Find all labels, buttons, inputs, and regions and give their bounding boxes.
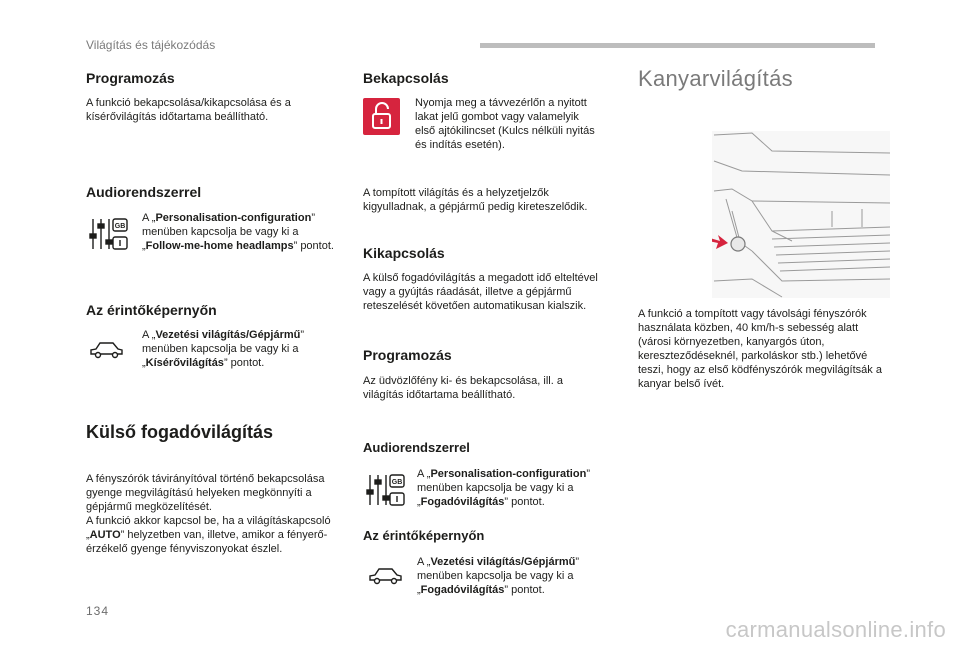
car2-icon	[367, 566, 403, 591]
audio2-badge-text: GB	[391, 479, 403, 486]
audio-heading: Audiorendszerrel	[86, 184, 202, 200]
bekapcsolas-result-text: A tompított világítás és a helyzetjelzők kigyulladnak, a gépjármű pedig kireteszelődik.	[363, 187, 588, 213]
programozas2-text: Az üdvözlőfény ki- és bekapcsolása, ill. a világítás időtartama beállítható.	[363, 375, 563, 401]
audio2-heading: Audiorendszerrel	[363, 440, 470, 455]
front-bumper-illustration	[712, 131, 890, 298]
audio2-settings-icon	[365, 472, 405, 513]
kanyarvilagitas-text: A funkció a tompított vagy távolsági fényszórók használata közben, 40 km/h-s sebesség alatt (városi környezetben, kanyargós úton, kereszteződéseknél, parkoláskor stb.) lehetővé teszi, hogy az első ködfényszórók megvilágítsák a kanyar belső ívét.	[638, 308, 882, 390]
kulso-fogado-text: A fényszórók távirányítóval történő bekapcsolása gyenge megvilágítású helyeken megkönnyíti a gépjármű megközelítését. A funkció akkor kapcsol be, ha a világításkapcsoló „AUTO” helyzetben van, illetve, amikor a fényerő-érzékelő gyenge fényviszonyokat észlel.	[86, 473, 331, 555]
kanyarvilagitas-heading: Kanyarvilágítás	[638, 66, 793, 91]
audio-text: A „Personalisation-configuration” menüben kapcsolja be vagy ki a „Follow-me-home headlamps” pontot.	[142, 212, 334, 252]
unlock-icon	[363, 98, 400, 135]
audio-settings-icon	[88, 216, 128, 257]
programozas2-heading: Programozás	[363, 347, 452, 363]
page-number: 134	[86, 604, 110, 618]
car-icon	[88, 340, 124, 365]
kikapcsolas-text: A külső fogadóvilágítás a megadott idő elteltével vagy a gyújtás ráadását, illetve a gépjármű reteszelését követően automatikusan kialszik.	[363, 272, 598, 312]
kikapcsolas-heading: Kikapcsolás	[363, 245, 445, 261]
header-rule	[480, 43, 875, 48]
pointer-arrow-icon	[712, 235, 728, 249]
touchscreen2-heading: Az érintőképernyőn	[363, 528, 485, 543]
programozas-text: A funkció bekapcsolása/kikapcsolása és a kísérővilágítás időtartama beállítható.	[86, 97, 291, 123]
touchscreen-text: A „Vezetési világítás/Gépjármű” menüben kapcsolja be vagy ki a „Kísérővilágítás” pontot.	[142, 329, 305, 369]
touchscreen-heading: Az érintőképernyőn	[86, 302, 217, 318]
bekapcsolas-heading: Bekapcsolás	[363, 70, 449, 86]
audio-badge-text: GB	[114, 223, 126, 230]
bekapcsolas-text: Nyomja meg a távvezérlőn a nyitott lakat jelű gombot vagy valamelyik első ajtókilincset (Kulcs nélküli nyitás és indítás esetén).	[415, 97, 595, 151]
watermark: carmanualsonline.info	[725, 617, 946, 642]
section-header: Világítás és tájékozódás	[86, 38, 216, 52]
audio2-text: A „Personalisation-configuration” menüben kapcsolja be vagy ki a „Fogadóvilágítás” pontot.	[417, 468, 590, 508]
kulso-fogado-heading: Külső fogadóvilágítás	[86, 422, 274, 442]
touchscreen2-text: A „Vezetési világítás/Gépjármű” menüben kapcsolja be vagy ki a „Fogadóvilágítás” pontot.	[417, 556, 580, 596]
programozas-heading: Programozás	[86, 70, 175, 86]
